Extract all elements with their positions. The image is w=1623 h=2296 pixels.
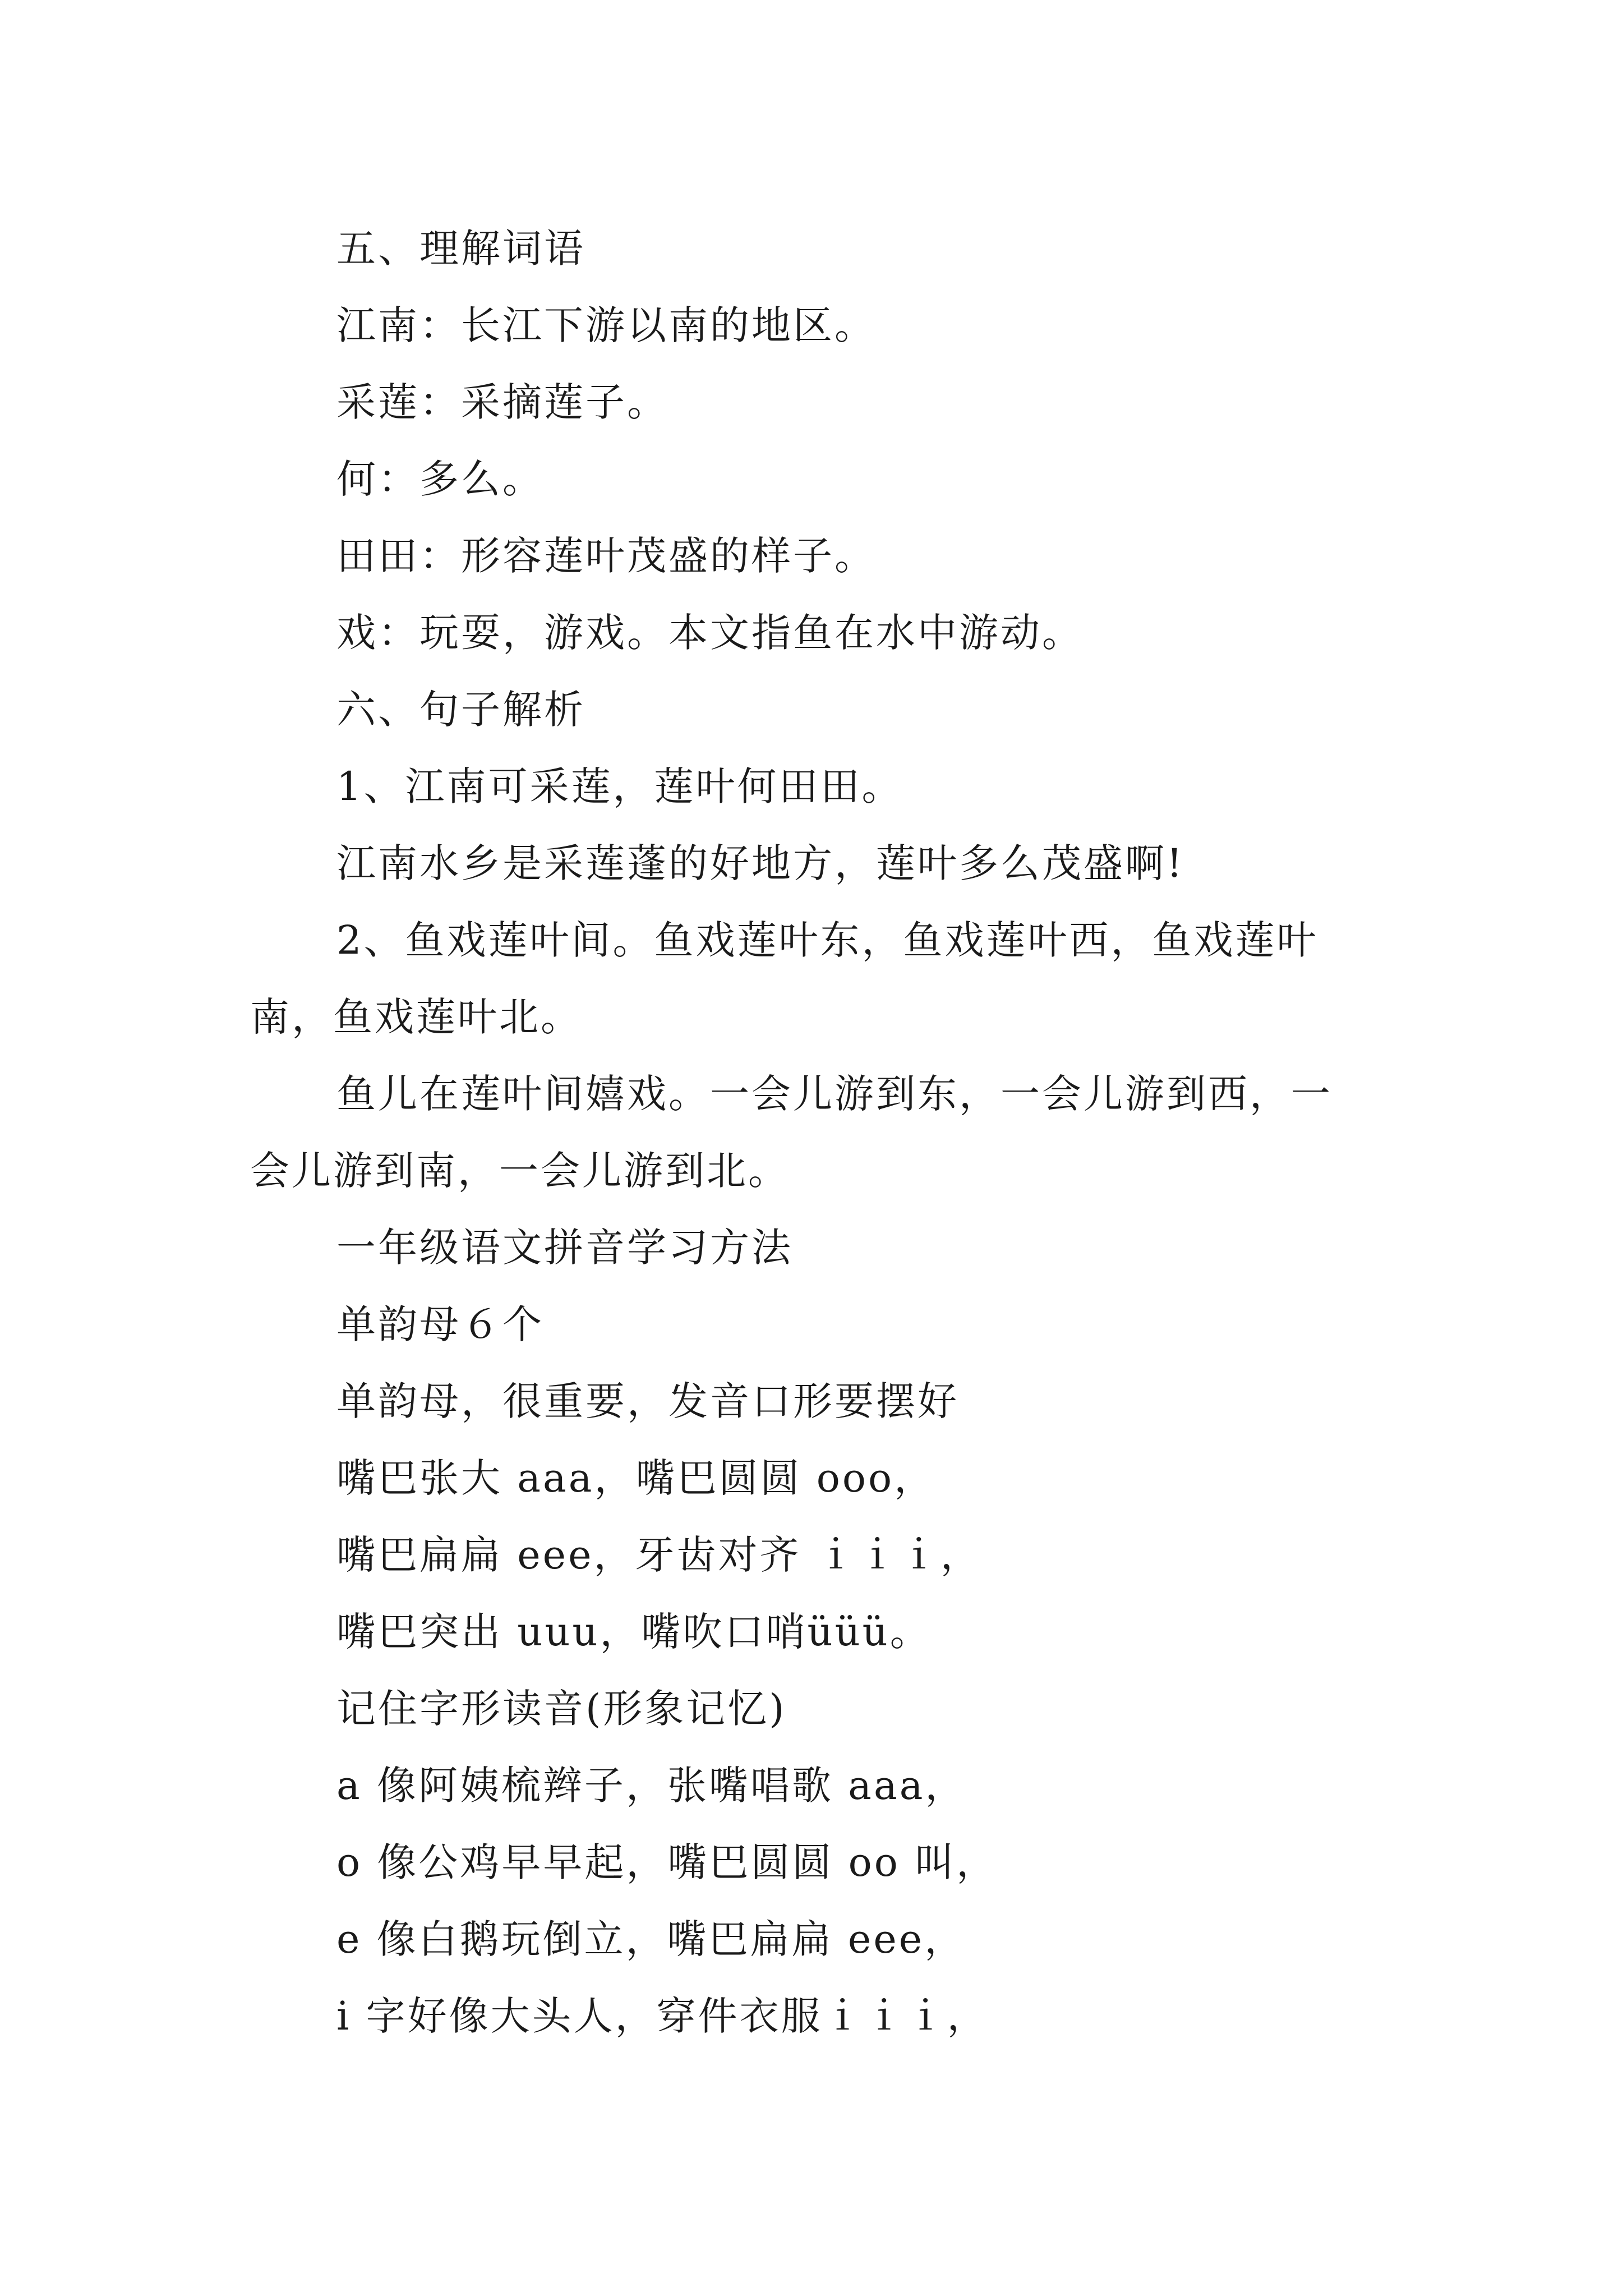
sentence-2-explanation-line1: 鱼儿在莲叶间嬉戏。一会儿游到东，一会儿游到西，一 <box>336 1071 1332 1117</box>
sentence-1: 1、江南可采莲，莲叶何田田。 <box>336 763 903 809</box>
rhyme-line-2: 嘴巴扁扁 eee，牙齿对齐 ｉｉｉ， <box>336 1532 982 1578</box>
rhyme-line-1: 嘴巴张大 aaa，嘴巴圆圆 ooo， <box>336 1455 936 1501</box>
section-heading-understand-words: 五、理解词语 <box>336 226 585 272</box>
shape-memory-heading: 记住字形读音(形象记忆) <box>336 1686 787 1732</box>
shape-memory-o: o 像公鸡早早起，嘴巴圆圆 oo 叫， <box>336 1839 998 1885</box>
single-vowels-heading: 单韵母６个 <box>336 1301 544 1347</box>
single-vowels-intro: 单韵母，很重要，发音口形要摆好 <box>336 1378 959 1424</box>
definition-cailian: 采莲：采摘莲子。 <box>336 379 668 425</box>
document-body <box>250 210 1394 2055</box>
sentence-2-explanation-line2: 会儿游到南，一会儿游到北。 <box>250 1148 790 1194</box>
sentence-1-explanation: 江南水乡是采莲蓬的好地方，莲叶多么茂盛啊! <box>336 840 1185 886</box>
definition-xi: 戏：玩耍，游戏。本文指鱼在水中游动。 <box>336 610 1083 656</box>
shape-memory-i: i 字好像大头人，穿件衣服ｉｉｉ， <box>336 1993 989 2039</box>
definition-he: 何：多么。 <box>336 456 544 502</box>
section-heading-sentence-analysis: 六、句子解析 <box>336 687 585 733</box>
shape-memory-a: a 像阿姨梳辫子，张嘴唱歌 aaa， <box>336 1763 967 1809</box>
shape-memory-e: e 像白鹅玩倒立，嘴巴扁扁 eee， <box>336 1916 966 1962</box>
definition-jiangnan: 江南：长江下游以南的地区。 <box>336 302 876 348</box>
sentence-2-line2: 南，鱼戏莲叶北。 <box>250 994 582 1040</box>
section-heading-pinyin-method: 一年级语文拼音学习方法 <box>336 1225 793 1271</box>
definition-tiantian: 田田：形容莲叶茂盛的样子。 <box>336 533 876 579</box>
sentence-2-line1: 2、鱼戏莲叶间。鱼戏莲叶东，鱼戏莲叶西，鱼戏莲叶 <box>336 917 1318 963</box>
rhyme-line-3: 嘴巴突出 uuu，嘴吹口哨üüü。 <box>336 1609 932 1655</box>
